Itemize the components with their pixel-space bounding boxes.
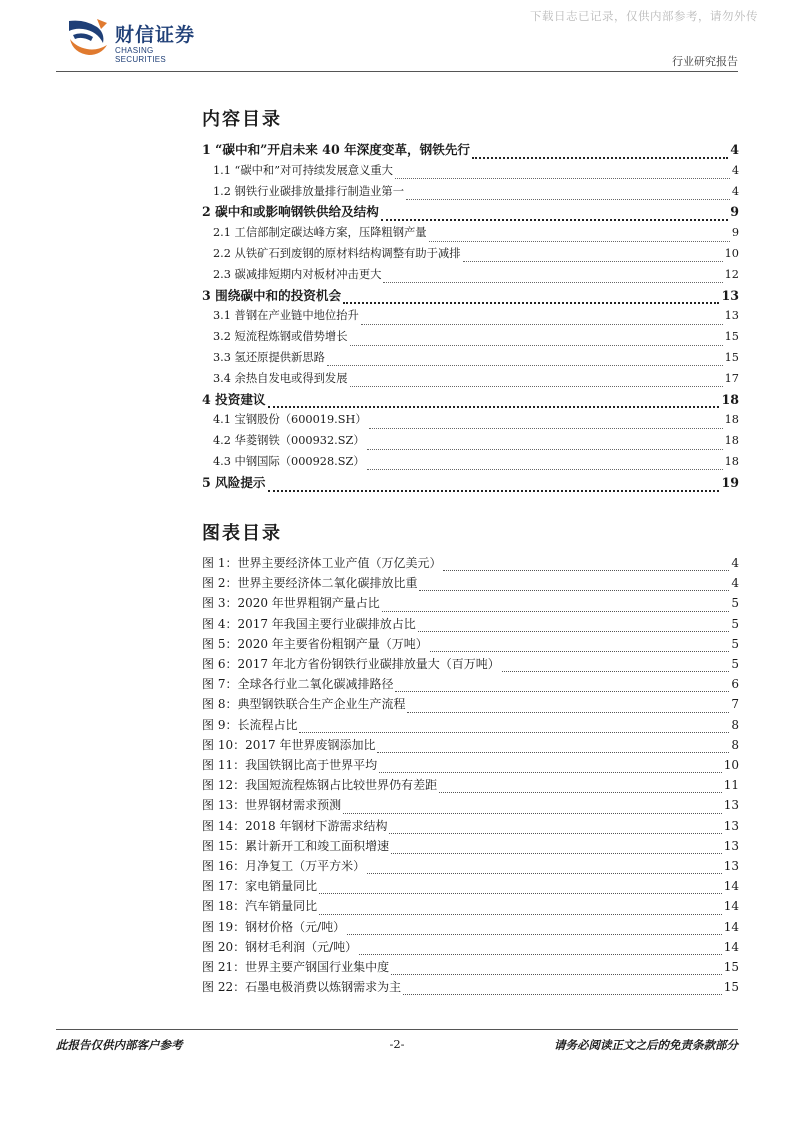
figure-entry[interactable]: [202, 553, 739, 573]
toc-entry-page: 9: [730, 204, 739, 220]
company-logo: [67, 17, 207, 64]
figure-entry-page: 14: [723, 899, 739, 914]
figure-entry-page: 14: [723, 939, 739, 954]
toc-entry-page: 18: [724, 454, 739, 468]
toc-entry[interactable]: [202, 202, 739, 223]
footer-disclaimer: 此报告仅供内部客户参考: [56, 1038, 183, 1052]
dot-leader: [383, 273, 722, 283]
figure-entry[interactable]: [202, 917, 739, 937]
figure-entry-page: 13: [723, 818, 739, 833]
toc-entry-label: 4.3 中钢国际（000928.SZ）: [213, 454, 365, 468]
figure-entry[interactable]: [202, 593, 739, 613]
toc-entry-label: 3.1 普钢在产业链中地位抬升: [213, 309, 359, 323]
dot-leader: [463, 252, 723, 262]
figure-entry-label: 图 16：月净复工（万平方米）: [202, 859, 366, 874]
dot-leader: [395, 169, 730, 179]
toc-entry[interactable]: [202, 348, 739, 369]
dot-leader: [377, 743, 729, 753]
figure-entry[interactable]: [202, 614, 739, 634]
figure-entry[interactable]: [202, 795, 739, 815]
figure-entry[interactable]: [202, 775, 739, 795]
toc-entry-label: 1.1 “碳中和”对可持续发展意义重大: [213, 163, 393, 177]
toc-entry-page: 4: [730, 142, 739, 157]
figure-entry-label: 图 20：钢材毛利润（元/吨）: [202, 939, 358, 954]
toc-entry-page: 4: [731, 163, 739, 177]
toc-entry-label: 3.3 氢还原提供新思路: [213, 350, 325, 364]
logo-name-en: CHASING SECURITIES: [115, 46, 167, 64]
dot-leader: [361, 315, 723, 325]
toc-entry[interactable]: [202, 244, 739, 265]
toc-entry-page: 12: [724, 267, 739, 281]
header-divider: [56, 71, 738, 72]
dot-leader: [268, 397, 720, 408]
dot-leader: [350, 336, 723, 346]
figure-entry[interactable]: [202, 957, 739, 977]
dot-leader: [369, 419, 723, 429]
figure-entry[interactable]: [202, 735, 739, 755]
figure-entry-label: 图 13：世界钢材需求预测: [202, 798, 342, 813]
dot-leader: [472, 148, 728, 159]
dot-leader: [429, 232, 730, 242]
dot-leader: [379, 763, 722, 773]
toc-entry-page: 17: [724, 371, 739, 385]
dot-leader: [367, 864, 722, 874]
figures-title: 图表目录: [202, 523, 282, 544]
report-type-label: 行业研究报告: [672, 55, 738, 68]
figure-entry[interactable]: [202, 937, 739, 957]
figure-entry-page: 15: [723, 960, 739, 975]
dot-leader: [367, 460, 723, 470]
toc-entry[interactable]: [202, 369, 739, 390]
figure-entry-page: 6: [731, 677, 739, 692]
logo-mark-icon: [67, 17, 109, 57]
dot-leader: [391, 965, 722, 975]
logo-name-cn: 财信证券: [115, 24, 196, 46]
toc-entry[interactable]: [202, 327, 739, 348]
toc-entry-label: 4 投资建议: [202, 391, 266, 407]
figure-entry-label: 图 15：累计新开工和竣工面积增速: [202, 838, 390, 853]
dot-leader: [268, 481, 720, 492]
toc-entry-label: 2.1 工信部制定碳达峰方案，压降粗钢产量: [213, 226, 427, 240]
page-number: -2-: [389, 1037, 405, 1051]
figure-entry-label: 图 18：汽车销量同比: [202, 899, 318, 914]
dot-leader: [391, 844, 722, 854]
toc-entry-label: 2 碳中和或影响钢铁供给及结构: [202, 204, 379, 220]
toc-entry[interactable]: [202, 265, 739, 286]
figure-entry-label: 图 3：2020 年世界粗钢产量占比: [202, 596, 380, 611]
watermark-text: 下载日志已记录，仅供内部参考，请勿外传: [530, 9, 758, 23]
figure-entry[interactable]: [202, 977, 739, 997]
figure-entry-page: 5: [731, 596, 739, 611]
figure-entry-page: 5: [731, 616, 739, 631]
dot-leader: [403, 985, 722, 995]
toc-entry-page: 13: [724, 309, 739, 323]
figure-entry-label: 图 11：我国铁钢比高于世界平均: [202, 758, 378, 773]
figure-entry-label: 图 5：2020 年主要省份粗钢产量（万吨）: [202, 636, 428, 651]
toc-entry[interactable]: [202, 182, 739, 203]
figure-entry-label: 图 14：2018 年钢材下游需求结构: [202, 818, 388, 833]
toc-entry-label: 5 风险提示: [202, 474, 266, 490]
figure-entry-page: 14: [723, 919, 739, 934]
figures-list: [202, 553, 739, 997]
dot-leader: [418, 622, 730, 632]
figure-entry[interactable]: [202, 856, 739, 876]
toc-entry-label: 3.4 余热自发电或得到发展: [213, 371, 348, 385]
toc-entry-page: 15: [724, 350, 739, 364]
figure-entry-page: 4: [731, 556, 739, 570]
dot-leader: [347, 925, 722, 935]
dot-leader: [343, 804, 722, 814]
figure-entry-page: 14: [723, 879, 739, 894]
figure-entry-page: 4: [731, 576, 739, 591]
figure-entry-label: 图 6：2017 年北方省份钢铁行业碳排放量大（百万吨）: [202, 657, 500, 672]
dot-leader: [395, 682, 729, 692]
figure-entry-label: 图 7：全球各行业二氧化碳减排路径: [202, 677, 394, 692]
toc-entry-label: 4.1 宝钢股份（600019.SH）: [213, 413, 367, 427]
figure-entry[interactable]: [202, 654, 739, 674]
figure-entry-page: 13: [723, 798, 739, 813]
dot-leader: [439, 783, 722, 793]
figure-entry[interactable]: [202, 634, 739, 654]
figure-entry-page: 5: [731, 636, 739, 651]
figure-entry[interactable]: [202, 715, 739, 735]
figure-entry[interactable]: [202, 573, 739, 593]
figure-entry-page: 8: [731, 737, 739, 752]
dot-leader: [319, 884, 722, 894]
figure-entry-page: 7: [731, 697, 739, 712]
dot-leader: [350, 377, 723, 387]
toc-entry-page: 18: [721, 391, 739, 407]
dot-leader: [443, 561, 729, 571]
toc-entry-label: 4.2 华菱钢铁（000932.SZ）: [213, 434, 365, 448]
dot-leader: [381, 210, 728, 221]
figure-entry-page: 5: [731, 657, 739, 672]
toc-entry-page: 18: [724, 413, 739, 427]
figure-entry-label: 图 4：2017 年我国主要行业碳排放占比: [202, 616, 416, 631]
toc-entry[interactable]: [202, 140, 739, 161]
toc-entry-page: 9: [731, 226, 739, 240]
toc-entry-label: 2.3 碳减排短期内对板材冲击更大: [213, 267, 382, 281]
toc-entry-page: 18: [724, 434, 739, 448]
dot-leader: [359, 945, 722, 955]
toc-entry-label: 3 围绕碳中和的投资机会: [202, 287, 342, 303]
toc-entry[interactable]: [202, 410, 739, 431]
dot-leader: [327, 356, 723, 366]
figure-entry-label: 图 21：世界主要产钢国行业集中度: [202, 960, 390, 975]
figure-entry-label: 图 17：家电销量同比: [202, 879, 318, 894]
toc-entry-page: 4: [731, 184, 739, 198]
toc-title: 内容目录: [202, 109, 282, 130]
toc-entry[interactable]: [202, 390, 739, 411]
dot-leader: [367, 440, 723, 450]
dot-leader: [430, 642, 730, 652]
toc-entry[interactable]: [202, 161, 739, 182]
dot-leader: [343, 293, 719, 304]
toc-entry[interactable]: [202, 452, 739, 473]
figure-entry-label: 图 10：2017 年世界废钢添加比: [202, 737, 376, 752]
dot-leader: [389, 824, 721, 834]
toc-entry-label: 2.2 从铁矿石到废钢的原材料结构调整有助于减排: [213, 246, 461, 260]
figure-entry-label: 图 12：我国短流程炼钢占比较世界仍有差距: [202, 778, 438, 793]
figure-entry-label: 图 8：典型钢铁联合生产企业生产流程: [202, 697, 406, 712]
figure-entry-page: 13: [723, 859, 739, 874]
footer-divider: [56, 1029, 738, 1030]
figure-entry-page: 15: [723, 980, 739, 995]
toc-entry[interactable]: [202, 431, 739, 452]
dot-leader: [406, 190, 730, 200]
figure-entry[interactable]: [202, 674, 739, 694]
toc-entry-page: 15: [724, 330, 739, 344]
footer-notice: 请务必阅读正文之后的免责条款部分: [554, 1038, 738, 1052]
dot-leader: [299, 723, 729, 733]
toc-entry[interactable]: [202, 306, 739, 327]
toc-entry-label: 1.2 钢铁行业碳排放量排行制造业第一: [213, 184, 405, 198]
figure-entry-label: 图 19：钢材价格（元/吨）: [202, 919, 346, 934]
toc-entry-label: 3.2 短流程炼钢或借势增长: [213, 330, 348, 344]
toc-entry[interactable]: [202, 223, 739, 244]
figure-entry[interactable]: [202, 836, 739, 856]
toc-entry-page: 13: [721, 287, 739, 303]
dot-leader: [502, 662, 730, 672]
toc-entry-page: 10: [724, 246, 739, 260]
dot-leader: [419, 581, 729, 591]
figure-entry[interactable]: [202, 876, 739, 896]
dot-leader: [407, 703, 729, 713]
dot-leader: [382, 602, 730, 612]
toc-list: [202, 140, 739, 494]
figure-entry[interactable]: [202, 694, 739, 714]
figure-entry-label: 图 2：世界主要经济体二氧化碳排放比重: [202, 576, 418, 591]
figure-entry[interactable]: [202, 896, 739, 916]
figure-entry-label: 图 1：世界主要经济体工业产值（万亿美元）: [202, 556, 442, 570]
toc-entry[interactable]: [202, 286, 739, 307]
figure-entry[interactable]: [202, 816, 739, 836]
toc-entry-page: 19: [721, 474, 739, 490]
figure-entry-page: 8: [731, 717, 739, 732]
figure-entry-page: 13: [723, 838, 739, 853]
figure-entry-label: 图 9：长流程占比: [202, 717, 298, 732]
toc-entry-label: 1 “碳中和”开启未来 40 年深度变革，钢铁先行: [202, 142, 471, 157]
dot-leader: [319, 905, 722, 915]
figure-entry-page: 11: [723, 778, 739, 793]
figure-entry-label: 图 22：石墨电极消费以炼钢需求为主: [202, 980, 402, 995]
figure-entry[interactable]: [202, 755, 739, 775]
toc-entry[interactable]: [202, 473, 739, 494]
figure-entry-page: 10: [723, 758, 739, 773]
